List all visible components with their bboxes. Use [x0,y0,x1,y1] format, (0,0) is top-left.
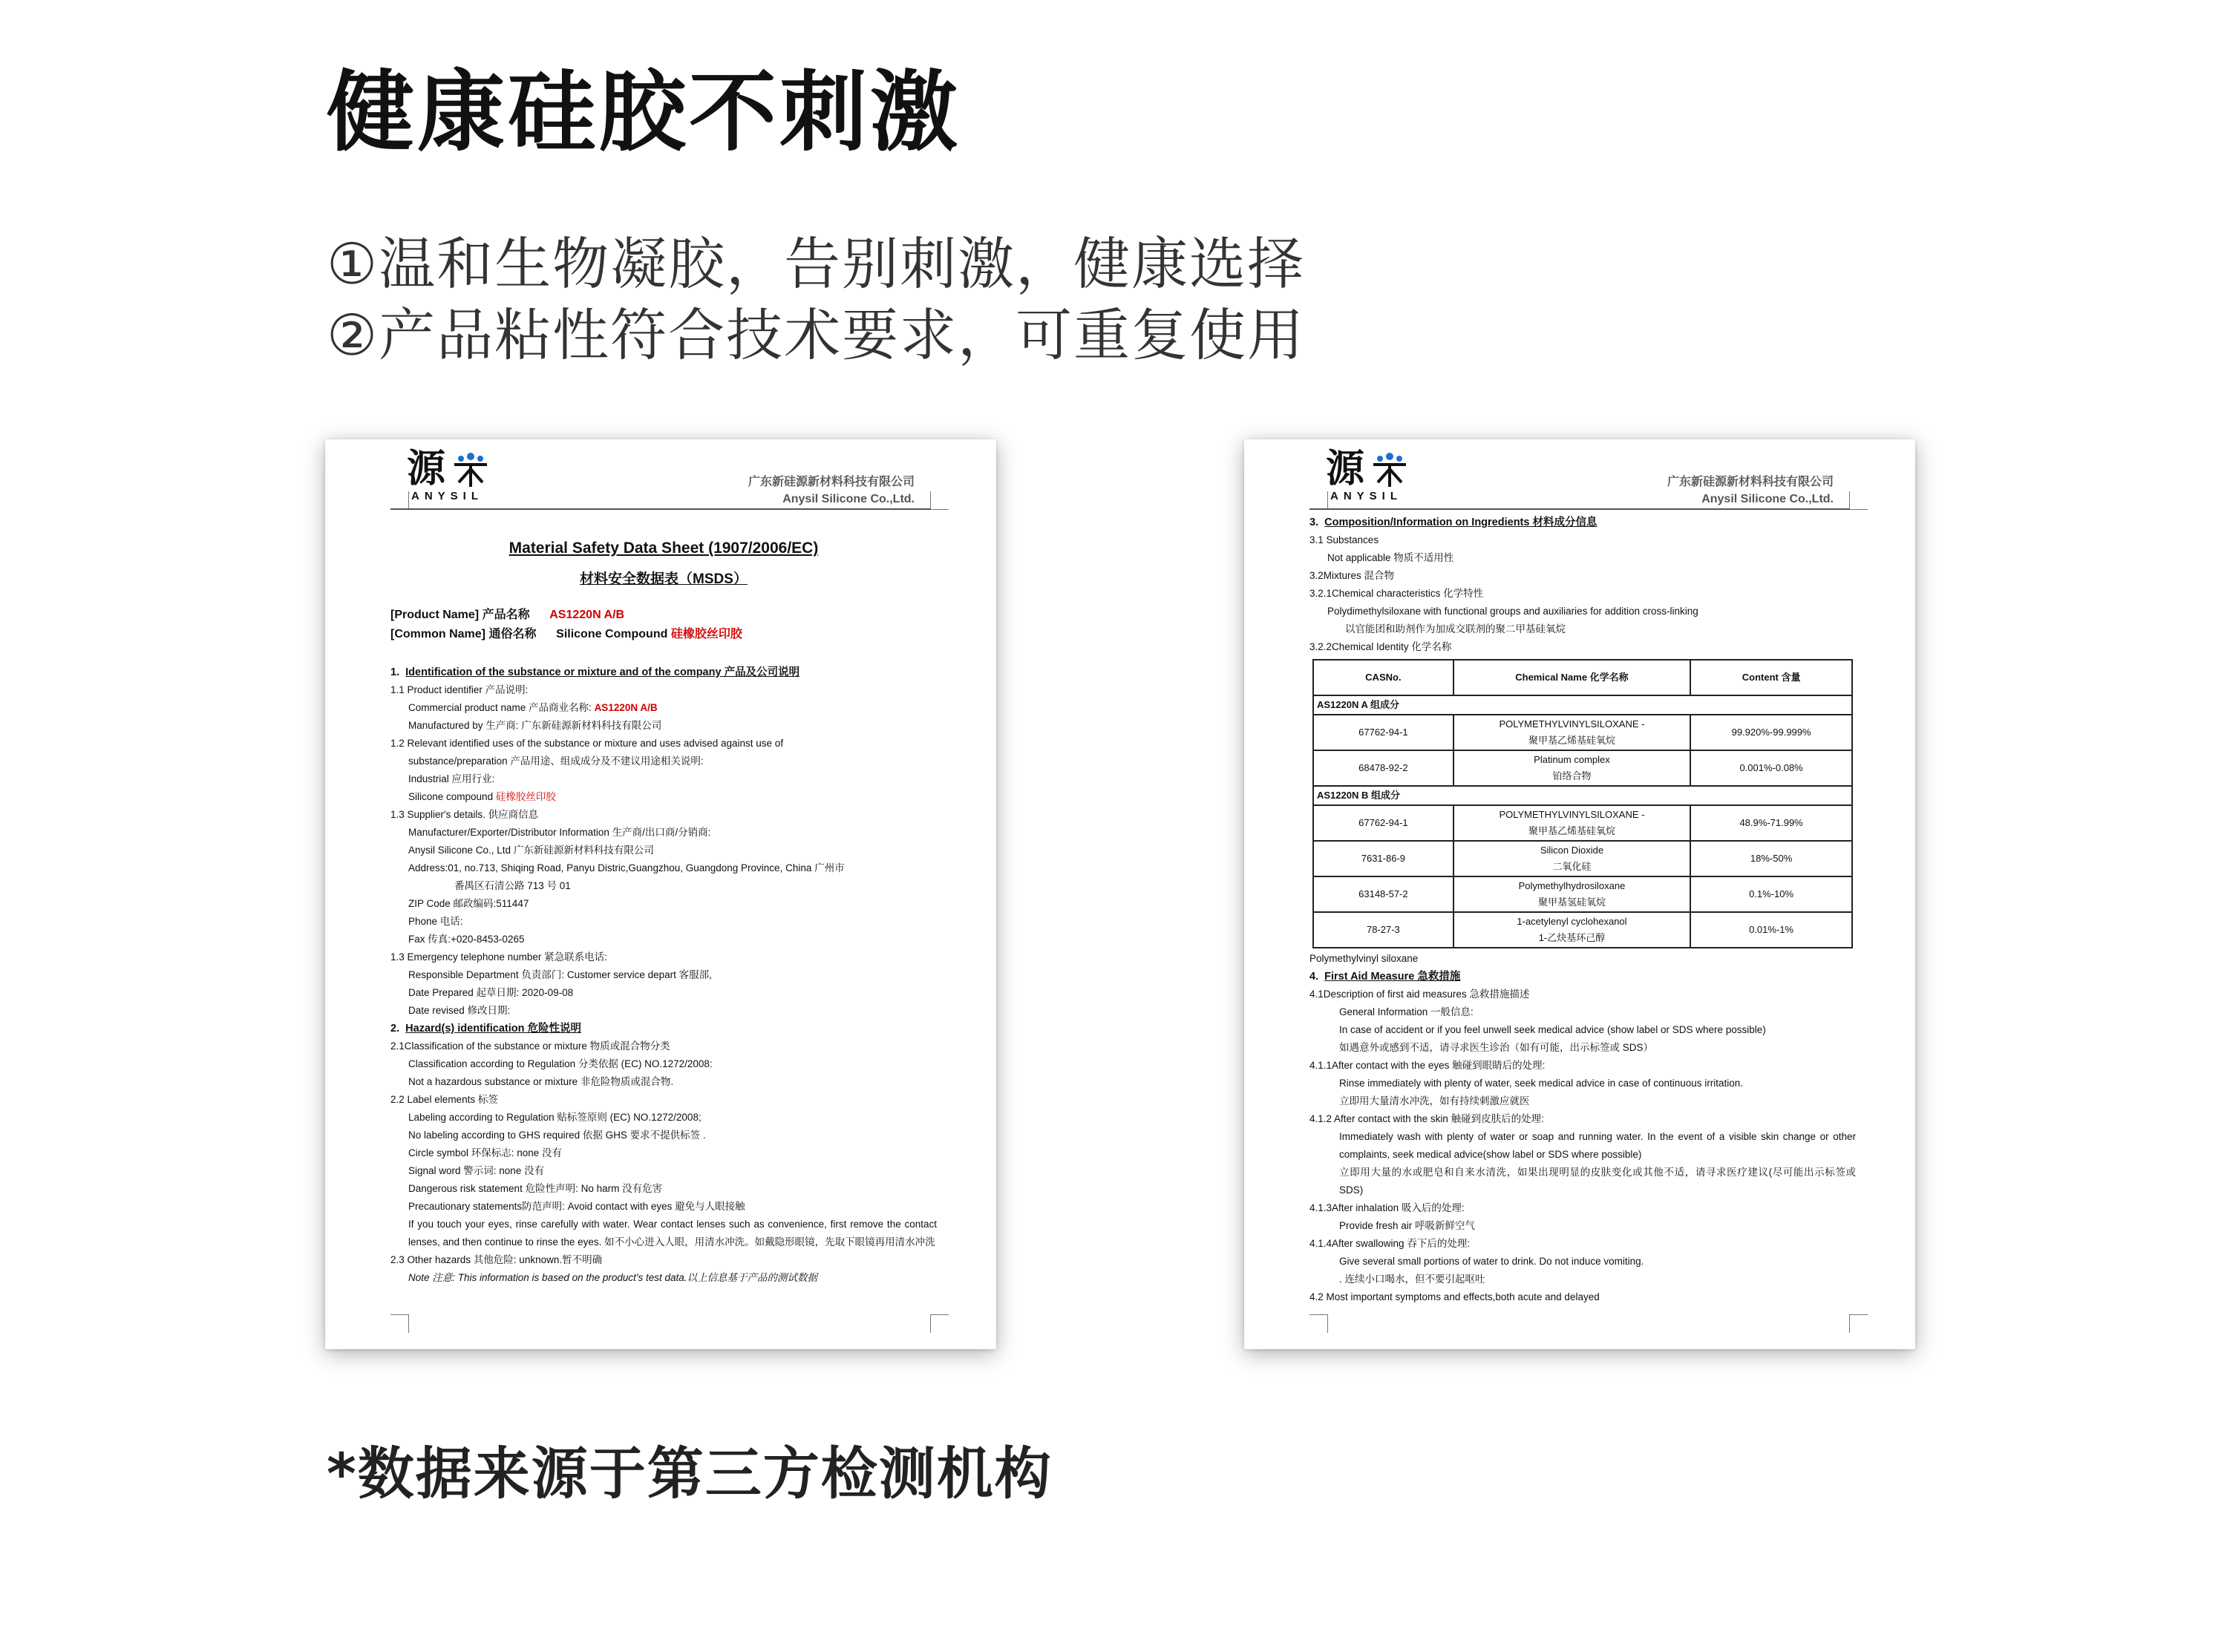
crop-mark [390,1314,409,1333]
table-row: 68478-92-2 Platinum complex 铂络合物 0.001%-0.08% [1313,750,1852,786]
table-row: 7631-86-9 Silicon Dioxide 二氧化硅 18%-50% [1313,841,1852,876]
table-row: 67762-94-1 POLYMETHYLVINYLSILOXANE - 聚甲基乙烯基硅氧烷 48.9%-71.99% [1313,805,1852,841]
logo-sprout-icon [1370,451,1409,488]
doc-title-cn: 材料安全数据表（MSDS） [580,571,748,587]
crop-mark [1309,1314,1328,1333]
table-row: 63148-57-2 Polymethylhydrosiloxane 聚甲基氢硅氧烷 0.1%-10% [1313,876,1852,912]
feature-line-2: ②产品粘性符合技术要求，可重复使用 [327,302,1306,368]
company-logo: 源 ANYSIL [407,450,490,502]
crop-mark [930,1314,949,1333]
msds-body-1: Material Safety Data Sheet (1907/2006/EC) 材料安全数据表（MSDS） [Product Name] 产品名称 AS1220N A/B [Common Name] 通俗名称 Silicone Compound 硅橡胶丝印胶 1. Identification of the substance or mixture and of the company 产品及公司说明 1.1 Product identifier 产品说明: Commercial product name 产品商业名称: AS1220N A/B Manufactured by 生产商: 广东新硅源新材料科技有限公司 1.2 Relevant identified uses of the substance or mixture and uses advised against use of substance/preparation 产品用途、组成成分及不建议用途相关说明: Industrial 应用行业: Silicone compound 硅橡胶丝印胶 1.3 Supplier's details. 供应商信息 Manufacturer/Exporter/Distributor Information 生产商/出口商/分销商: Anysil Silicone Co., Ltd 广东新硅源新材料科技有限公司 Address:01, no.713, Shiqing Road, Panyu Distric,Guangzhou, Guangdong Province, China 广州市 番禺区石清公路 713 号 01 ZIP Code 邮政编码:511447 Phone 电话: Fax 传真:+020-8453-0265 1.3 Emergency telephone number 紧急联系电话: Responsible Department 负责部门: Customer service depart 客服部, Date Prepared 起草日期: 2020-09-08 Date revised 修改日期: 2. Hazard(s) identification 危险性说明 2.1Classification of the substance or mixture 物质或混合物分类 Classification according to Regulation 分类依据 (EC) NO.1272/2008: Not a hazardous substance or mixture 非危险物质或混合物. 2.2 Label elements 标签 Labeling according to Regulation 贴标签原则 (EC) NO.1272/2008; No labeling according to GHS required 依据 GHS 要求不提供标签 . Circle symbol 环保标志: none 没有 Signal word 警示词: none 没有 Dangerous risk statement 危险性声明: No harm 没有危害 Precautionary statements防范声明: Avoid contact with eyes 避免与人眼接触 If you touch your eyes, rinse carefully with water. Wear contact lenses such as convenience, first remove the contact lenses, and then continue to rinse the eyes. 如不小心进入人眼，用清水冲洗。如戴隐形眼镜，先取下眼镜再用清水冲洗 2.3 Other hazards 其他危险: unknown.暂不明确 Note 注意: This information is based on the product's test data.以上信息基于产品的测试数据 [390,522,937,1287]
msds-page-2 [1244,439,1915,1349]
doc-title-en: Material Safety Data Sheet (1907/2006/EC) [508,540,819,557]
msds-page-1 [325,439,996,1349]
crop-mark [1849,491,1868,510]
composition-table [1312,659,1853,948]
crop-mark [1849,1314,1868,1333]
company-name: 广东新硅源新材料科技有限公司 Anysil Silicone Co.,Ltd. [748,476,915,505]
page-headline: 健康硅胶不刺激 [327,61,961,163]
table-row: 67762-94-1 POLYMETHYLVINYLSILOXANE - 聚甲基乙烯基硅氧烷 99.920%-99.999% [1313,715,1852,750]
logo-sprout-icon [451,451,490,488]
table-group-row: AS1220N A 组成分 [1313,695,1852,715]
data-source-footnote: *数据来源于第三方检测机构 [327,1440,1053,1507]
feature-line-1: ①温和生物凝胶，告别刺激，健康选择 [327,231,1306,297]
company-logo: 源 ANYSIL [1326,450,1409,502]
company-name: 广东新硅源新材料科技有限公司 Anysil Silicone Co.,Ltd. [1667,476,1834,505]
table-row: 78-27-3 1-acetylenyl cyclohexanol 1-乙炔基环己醇 0.01%-1% [1313,912,1852,948]
msds-body-2: 3. Composition/Information on Ingredients 材料成分信息 3.1 Substances Not applicable 物质不适用性 3.2Mixtures 混合物 3.2.1Chemical characteristics 化学特性 Polydimethylsiloxane with functional groups and auxiliaries for addition cross-linking 以官能团和助剂作为加成交联剂的聚二甲基硅氧烷 3.2.2Chemical Identity 化学名称 CASNo. Chemical Name 化学名称 Content 含量 AS1220N A 组成分 67762-94-1 POLYMETHYLVINYLSILOXANE - 聚甲基乙烯基硅氧烷 99.920%-99.999% 68478-92-2 Platinum complex 铂络合物 0.001%-0.08% AS1220N B 组成分 67762-94-1 POLYMETHYLVINYLSILOXANE - 聚甲基乙烯基硅氧烷 48.9%-71.99% 7631-86-9 Silicon Dioxide 二氧化硅 18%-50% 63148-57-2 Polymethylhydrosiloxane 聚甲基氢硅氧烷 0.1%-10% 78-27-3 1-acetylenyl cyclohexanol 1-乙炔基环己醇 0.01%-1% Polymethylvinyl siloxane 4. First Aid Measure 急救措施 4.1Description of first aid measures 急救措施描述 General Information 一般信息: In case of accident or if you feel unwell seek medical advice (show label or SDS where possible) 如遇意外或感到不适，请寻求医生诊治（如有可能，出示标签或 SDS） 4.1.1After contact with the eyes 触碰到眼睛后的处理: Rinse immediately with plenty of water, seek medical advice in case of continuous irritation. 立即用大量清水冲洗，如有持续刺激应就医 4.1.2 After contact with the skin 触碰到皮肤后的处理: Immediately wash with plenty of water or soap and running water. In the event of a visible skin change or other complaints, seek medical advice(show label or SDS where possible) 立即用大量的水或肥皂和自来水清洗，如果出现明显的皮肤变化或其他不适，请寻求医疗建议(尽可能出示标签或 SDS) 4.1.3After inhalation 吸入后的处理: Provide fresh air 呼吸新鲜空气 4.1.4After swallowing 吞下后的处理: Give several small portions of water to drink. Do not induce vomiting. . 连续小口喝水，但不要引起呕吐 4.2 Most important symptoms and effects,both acute and delayed [1309,517,1856,1302]
table-group-row: AS1220N B 组成分 [1313,786,1852,805]
crop-mark [930,491,949,510]
table-header-row: CASNo. Chemical Name 化学名称 Content 含量 [1313,660,1852,695]
